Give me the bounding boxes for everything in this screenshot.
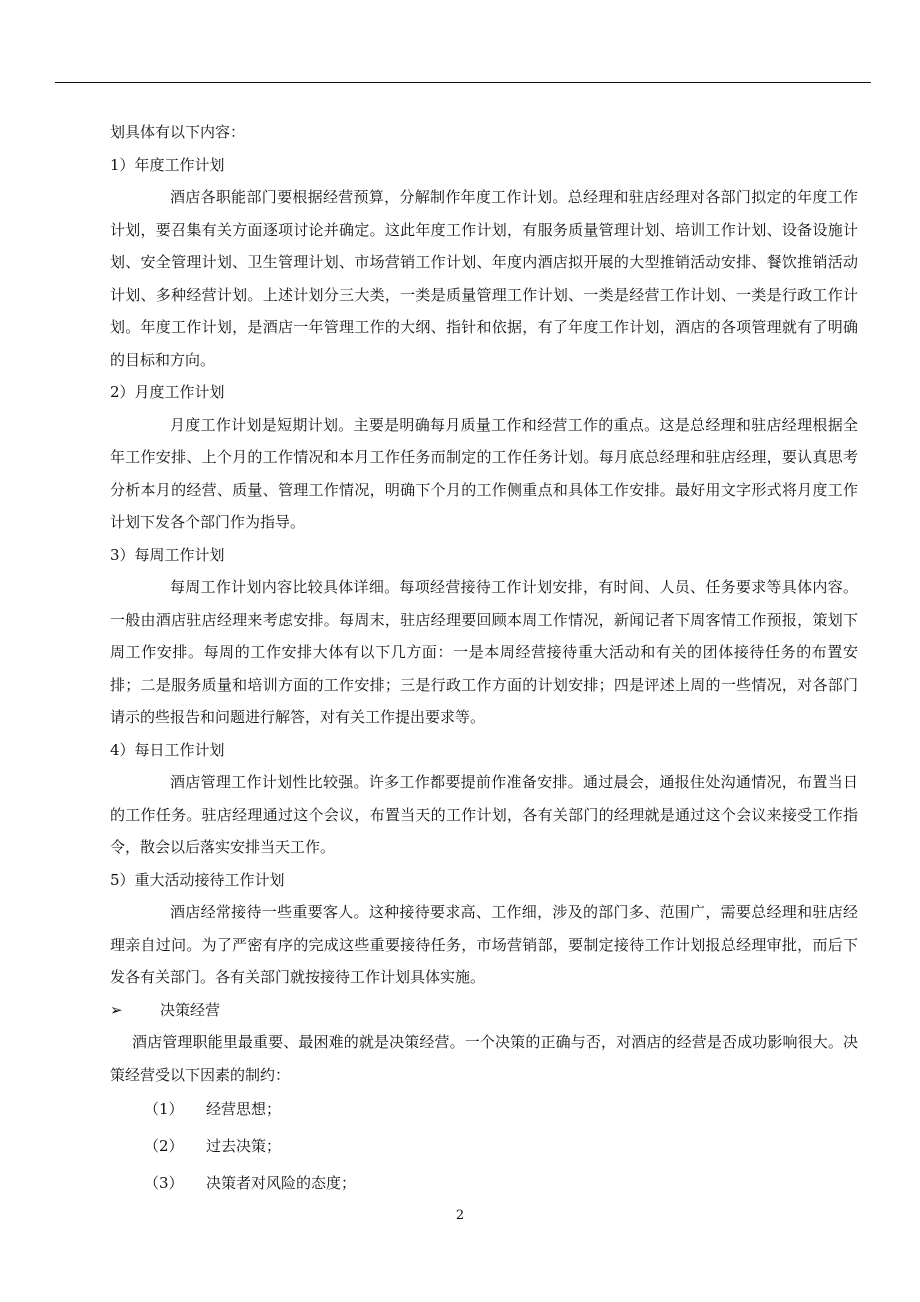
- bullet-title: 决策经营: [160, 1000, 221, 1019]
- header-rule: [55, 82, 871, 83]
- arrow-bullet-icon: ➢: [110, 1000, 123, 1019]
- page-number: 2: [455, 1208, 465, 1223]
- bullet-paragraph: 酒店管理职能里最重要、最困难的就是决策经营。一个决策的正确与否，对酒店的经营是否成功影响很大。决策经营受以下因素的制约：: [110, 1033, 858, 1084]
- section-heading: 3）每周工作计划: [110, 545, 225, 564]
- section-heading: 5）重大活动接待工作计划: [110, 870, 285, 889]
- factor-item: [110, 1091, 858, 1128]
- bullet-heading: [110, 994, 858, 1027]
- section-heading: 1）年度工作计划: [110, 155, 225, 174]
- factor-number: （1）: [144, 1100, 184, 1118]
- factor-number: （3）: [144, 1174, 184, 1192]
- section-paragraph: 月度工作计划是短期计划。主要是明确每月质量工作和经营工作的重点。这是总经理和驻店经理根据全年工作安排、上个月的工作情况和本月工作任务而制定的工作任务计划。每月底总经理和驻店经理，要认真思考分析本月的经营、质量、管理工作情况，明确下个月的工作侧重点和具体工作安排。最好用文字形式将月度工作计划下发各个部门作为指导。: [110, 415, 858, 531]
- section-paragraph: 酒店各职能部门要根据经营预算，分解制作年度工作计划。总经理和驻店经理对各部门拟定的年度工作计划，要召集有关方面逐项讨论并确定。这此年度工作计划，有服务质量管理计划、培训工作计划、设备设施计划、安全管理计划、卫生管理计划、市场营销工作计划、年度内酒店拟开展的大型推销活动安排、餐饮推销活动计划、多种经营计划。上述计划分三大类，一类是质量管理工作计划、一类是经营工作计划、一类是行政工作计划。年度工作计划，是酒店一年管理工作的大纲、指针和依据，有了年度工作计划，酒店的各项管理就有了明确的目标和方向。: [110, 188, 858, 369]
- section-major-events: [110, 864, 858, 994]
- section-annual: [110, 149, 858, 377]
- section-heading: 4）每日工作计划: [110, 740, 225, 759]
- factor-number: （2）: [144, 1137, 184, 1155]
- factor-item: [110, 1165, 858, 1202]
- section-paragraph: 酒店管理工作计划性比较强。许多工作都要提前作准备安排。通过晨会，通报住处沟通情况，布置当日的工作任务。驻店经理通过这个会议，布置当天的工作计划，各有关部门的经理就是通过这个会议来接受工作指令，散会以后落实安排当天工作。: [110, 773, 858, 856]
- intro-line: 划具体有以下内容：: [110, 123, 246, 141]
- document-body: [110, 116, 858, 1202]
- section-heading: 2）月度工作计划: [110, 383, 225, 401]
- section-paragraph: 每周工作计划内容比较具体详细。每项经营接待工作计划安排，有时间、人员、任务要求等具体内容。一般由酒店驻店经理来考虑安排。每周末，驻店经理要回顾本周工作情况，新闻记者下周客情工作预报，策划下周工作安排。每周的工作安排大体有以下几方面：一是本周经营接待重大活动和有关的团体接待任务的布置安排；二是服务质量和培训方面的工作安排；三是行政工作方面的计划安排；四是评述上周的一些情况，对各部门请示的些报告和问题进行解答，对有关工作提出要求等。: [110, 578, 858, 726]
- section-paragraph: 酒店经常接待一些重要客人。这种接待要求高、工作细，涉及的部门多、范围广，需要总经理和驻店经理亲自过问。为了严密有序的完成这些重要接待任务，市场营销部，要制定接待工作计划报总经理审批，而后下发各有关部门。各有关部门就按接待工作计划具体实施。: [110, 903, 858, 986]
- factor-text: 过去决策；: [206, 1137, 282, 1155]
- factor-item: [110, 1128, 858, 1165]
- factor-text: 决策者对风险的态度；: [206, 1174, 357, 1192]
- section-weekly: [110, 539, 858, 734]
- section-daily: [110, 734, 858, 864]
- factor-text: 经营思想；: [206, 1100, 282, 1118]
- section-monthly: [110, 376, 858, 539]
